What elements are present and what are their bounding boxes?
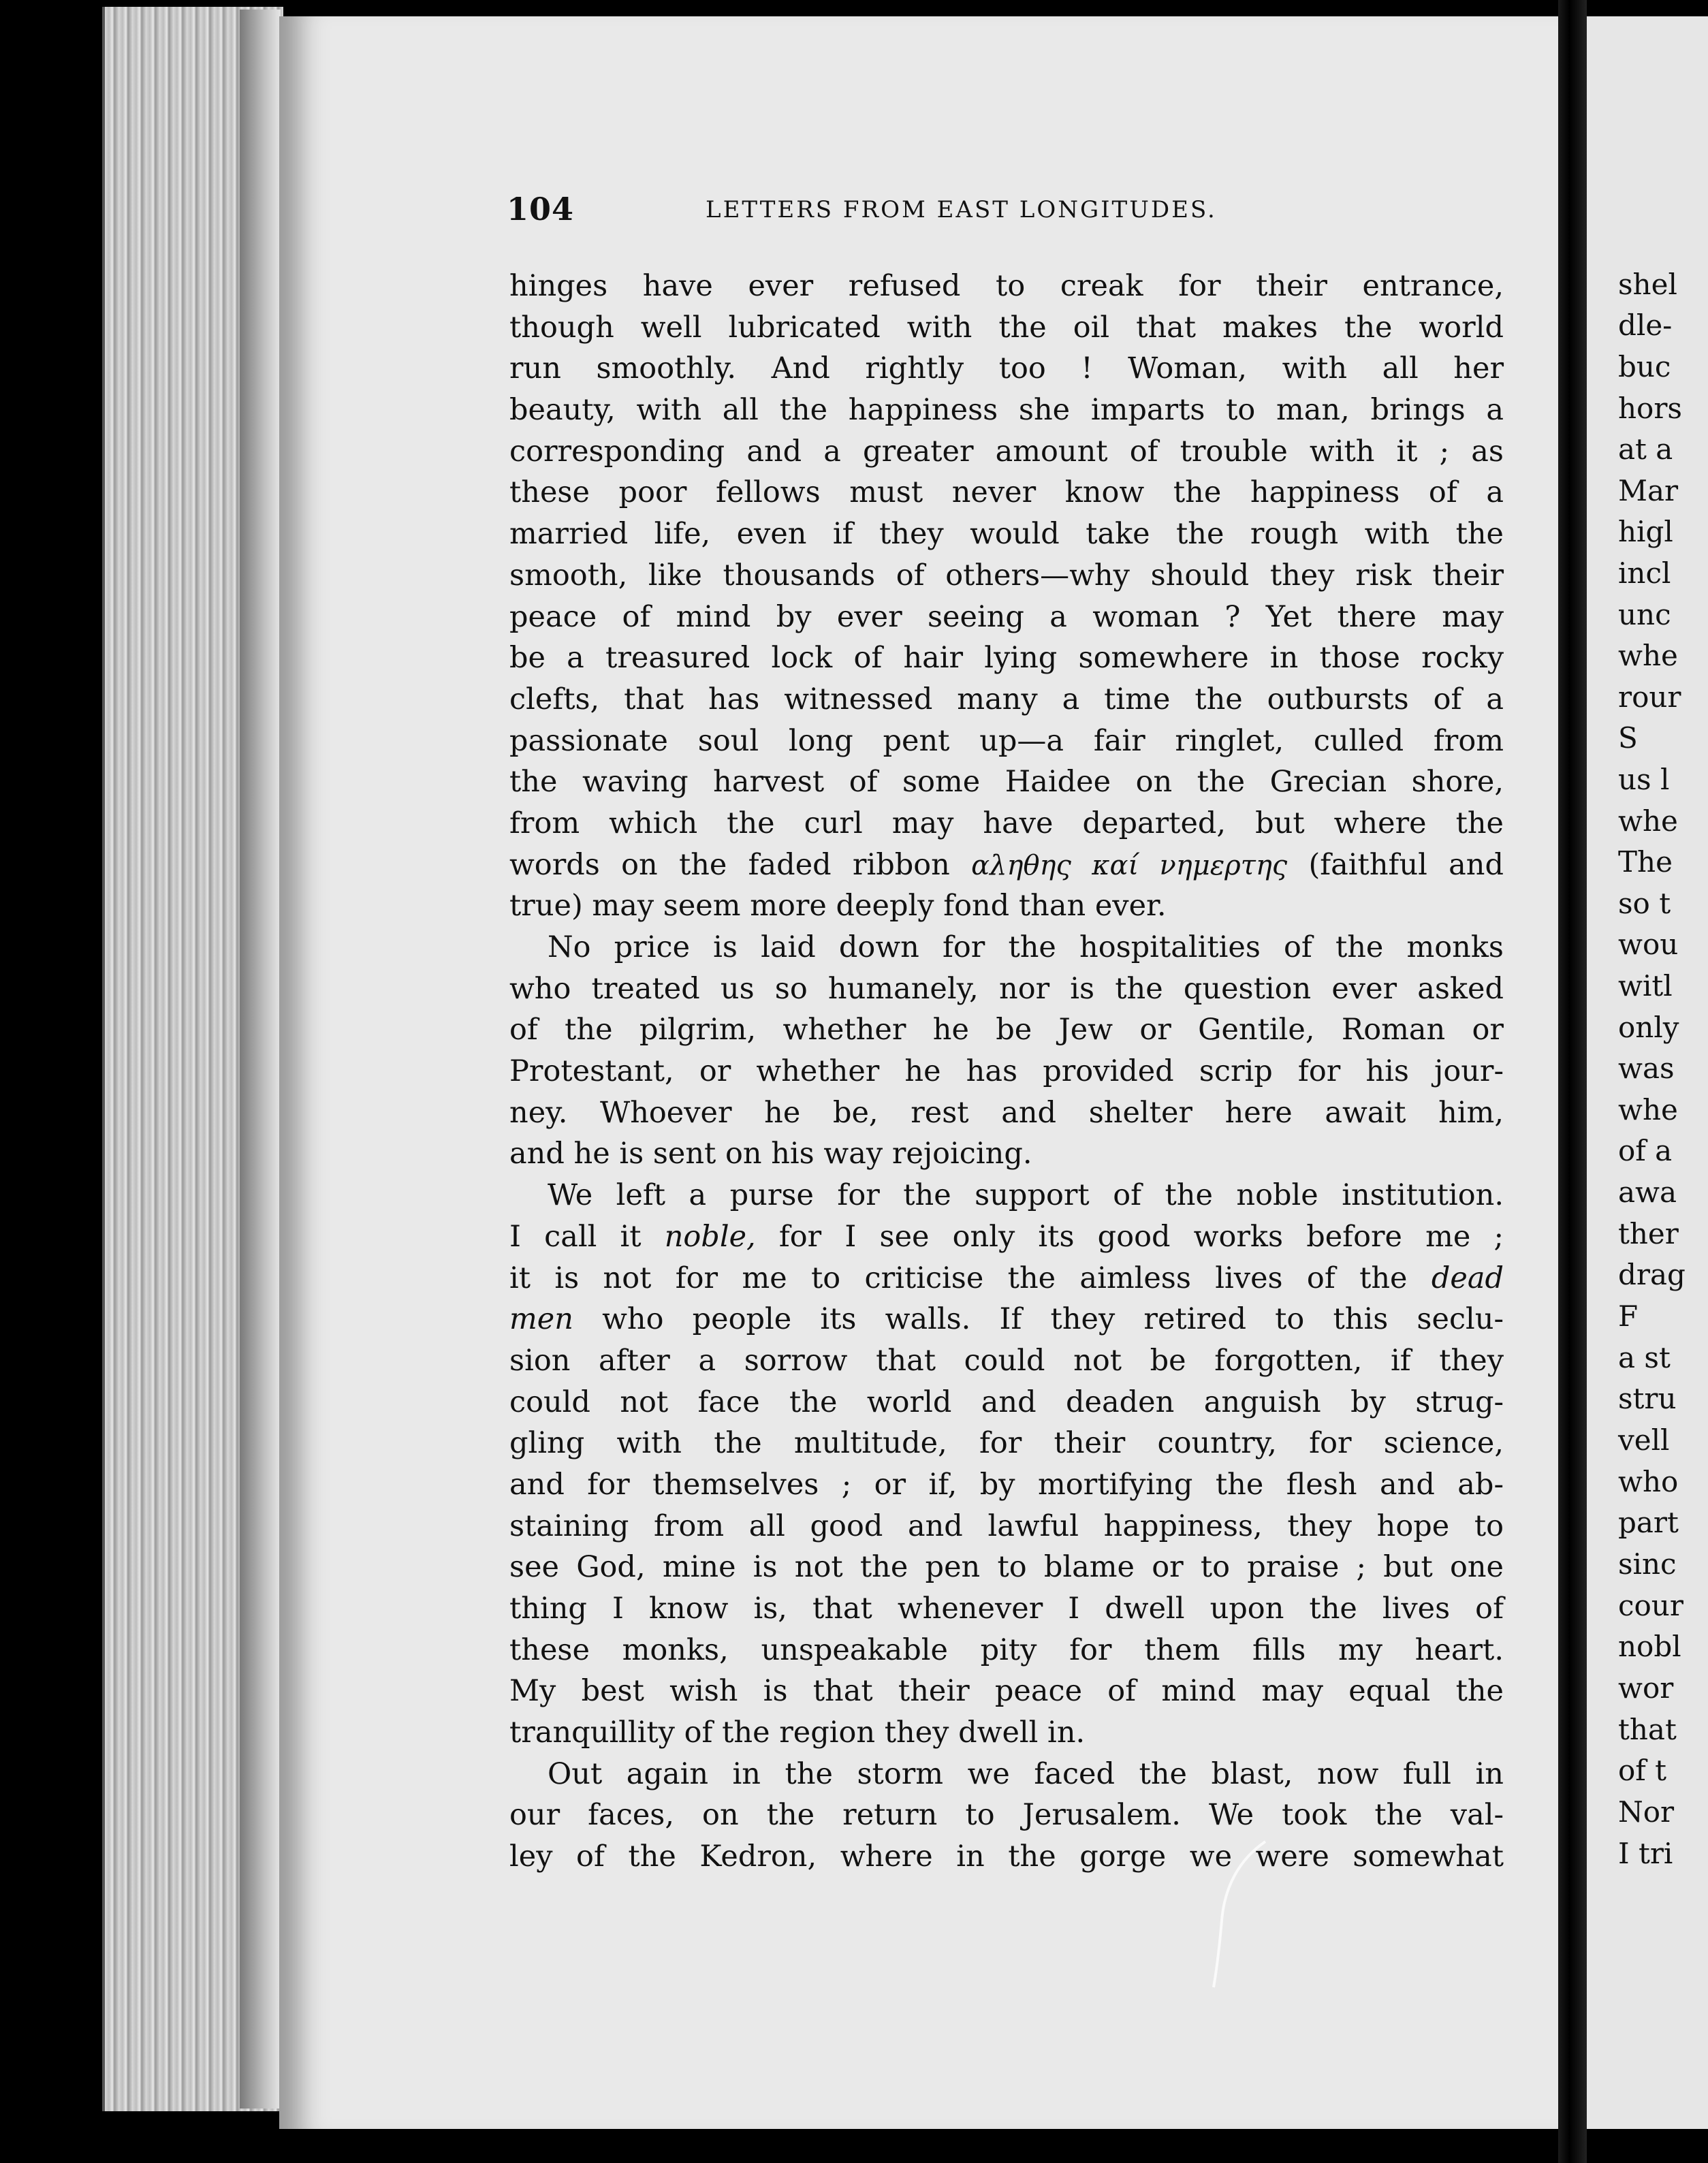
text-line: tranquillity of the region they dwell in. [509,1716,1086,1750]
text-line: Out again in the storm we faced the blast, now full in [548,1756,1504,1791]
italic-word: men [509,1302,573,1337]
text-line [509,844,1504,886]
text-line: though well lubricated with the oil that makes the world [509,310,1504,345]
right-page-line-fragment: awa [1618,1175,1677,1209]
italic-word: noble, [664,1219,756,1254]
text-run: I call it [509,1219,665,1254]
right-page-line-fragment: cour [1618,1589,1683,1622]
right-page-line-fragment: whe [1618,639,1678,672]
right-page-line-fragment: of a [1618,1134,1673,1167]
text-line: married life, even if they would take the rough with the [509,517,1504,552]
right-page-line-fragment: ther [1618,1217,1679,1250]
text-line: ley of the Kedron, where in the gorge we were somewhat [509,1840,1504,1874]
text-line: run smoothly. And rightly too ! Woman, with all her [509,351,1504,386]
right-page-line-fragment: drag [1618,1258,1686,1291]
right-page-line-fragment: sinc [1618,1547,1677,1581]
text-line: could not face the world and deaden anguish by strug- [509,1385,1504,1419]
right-page-line-fragment: Mar [1618,474,1679,507]
right-page-line-fragment: rour [1618,680,1681,714]
text-line: the waving harvest of some Haidee on the Grecian shore, [509,765,1504,800]
right-page-line-fragment: only [1618,1011,1679,1044]
right-page-line-fragment: The [1618,845,1673,879]
text-line: clefts, that has witnessed many a time the outbursts of a [509,682,1504,716]
text-line: No price is laid down for the hospitalities of the monks [548,930,1504,964]
right-page-line-fragment: wou [1618,928,1679,961]
text-line: who treated us so humanely, nor is the question ever asked [509,971,1504,1006]
text-line: thing I know is, that whenever I dwell upon the lives of [509,1592,1504,1626]
right-page-line-fragment: wor [1618,1671,1674,1705]
text-line: gling with the multitude, for their country, for science, [509,1426,1504,1461]
right-page-line-fragment: stru [1618,1382,1677,1415]
text-line: Protestant, or whether he has provided scrip for his jour- [509,1054,1504,1089]
right-page-line-fragment: at a [1618,432,1673,466]
text-line: our faces, on the return to Jerusalem. We took the val- [509,1798,1504,1833]
ink-stroke-mark [1212,1839,1274,1989]
greek-phrase: αληθης καί νημερτης [971,849,1288,881]
text-line: sion after a sorrow that could not be forgotten, if they [509,1343,1504,1378]
text-line: staining from all good and lawful happiness, they hope to [509,1509,1504,1543]
text-line: My best wish is that their peace of mind may equal the [509,1674,1504,1709]
text-line: true) may seem more deeply fond than ever. [509,889,1167,923]
right-page-line-fragment: that [1618,1713,1677,1746]
right-page-line-fragment: so t [1618,887,1671,920]
right-page-line-fragment: S [1618,721,1638,755]
text-line [509,1258,1504,1299]
text-line [509,1216,1504,1258]
text-line [509,1299,1504,1340]
right-page-line-fragment: F [1618,1299,1639,1333]
text-line: smooth, like thousands of others—why should they risk their [509,558,1504,593]
text-run: (faithful and [1287,847,1504,882]
text-line: and for themselves ; or if, by mortifying the flesh and ab- [509,1467,1504,1502]
text-line: be a treasured lock of hair lying somewhere in those rocky [509,641,1504,676]
right-page-line-fragment: witl [1618,969,1673,1002]
right-page-line-fragment: incl [1618,556,1671,590]
right-page-line-fragment: unc [1618,598,1671,631]
right-page-line-fragment: us l [1618,763,1670,796]
running-title: LETTERS FROM EAST LONGITUDES. [706,196,1217,223]
text-line: peace of mind by ever seeing a woman ? Yet there may [509,599,1504,634]
right-page-line-fragment: whe [1618,804,1678,838]
right-page-line-fragment: hors [1618,392,1682,425]
italic-word: dead [1431,1261,1504,1295]
running-head [507,191,1297,232]
text-run: for I see only its good works before me ; [755,1219,1504,1254]
right-page-line-fragment: Nor [1618,1795,1675,1829]
book-gutter [1558,0,1587,2163]
text-line: see God, mine is not the pen to blame or to praise ; but one [509,1550,1504,1585]
page-edge-shadow [240,10,281,2109]
right-page-line-fragment: whe [1618,1093,1678,1126]
right-page-line-fragment: nobl [1618,1630,1681,1663]
text-line: from which the curl may have departed, but where the [509,806,1504,840]
text-line: of the pilgrim, whether he be Jew or Gentile, Roman or [509,1013,1504,1047]
right-page-line-fragment: part [1618,1506,1679,1539]
page-number: 104 [507,191,575,227]
text-run: words on the faded ribbon [509,847,972,882]
right-page-line-fragment: of t [1618,1754,1667,1787]
right-page-line-fragment: buc [1618,350,1671,383]
right-page-line-fragment: higl [1618,515,1673,548]
text-line: hinges have ever refused to creak for their entrance, [509,269,1504,303]
text-line: We left a purse for the support of the noble institution. [548,1178,1504,1213]
text-run: it is not for me to criticise the aimless lives of the [509,1261,1432,1295]
text-run: who people its walls. If they retired to this seclu- [573,1302,1504,1337]
text-line: corresponding and a greater amount of trouble with it ; as [509,434,1504,469]
right-page-line-fragment: who [1618,1465,1679,1498]
right-page-line-fragment: a st [1618,1341,1671,1374]
body-text [509,266,1504,1878]
right-page-line-fragment: was [1618,1052,1675,1085]
right-page-line-fragment: I tri [1618,1837,1673,1870]
right-page-line-fragment: dle- [1618,309,1673,342]
right-page-partial [1587,16,1708,2129]
text-line: ney. Whoever he be, rest and shelter here await him, [509,1095,1504,1130]
text-line: these poor fellows must never know the happiness of a [509,475,1504,510]
text-line: beauty, with all the happiness she imparts to man, brings a [509,393,1504,428]
text-line: and he is sent on his way rejoicing. [509,1137,1032,1171]
right-page-line-fragment: shel [1618,268,1677,301]
text-line: passionate soul long pent up—a fair ringlet, culled from [509,723,1504,758]
right-page-line-fragment: vell [1618,1423,1670,1457]
text-line: these monks, unspeakable pity for them fills my heart. [509,1632,1504,1667]
